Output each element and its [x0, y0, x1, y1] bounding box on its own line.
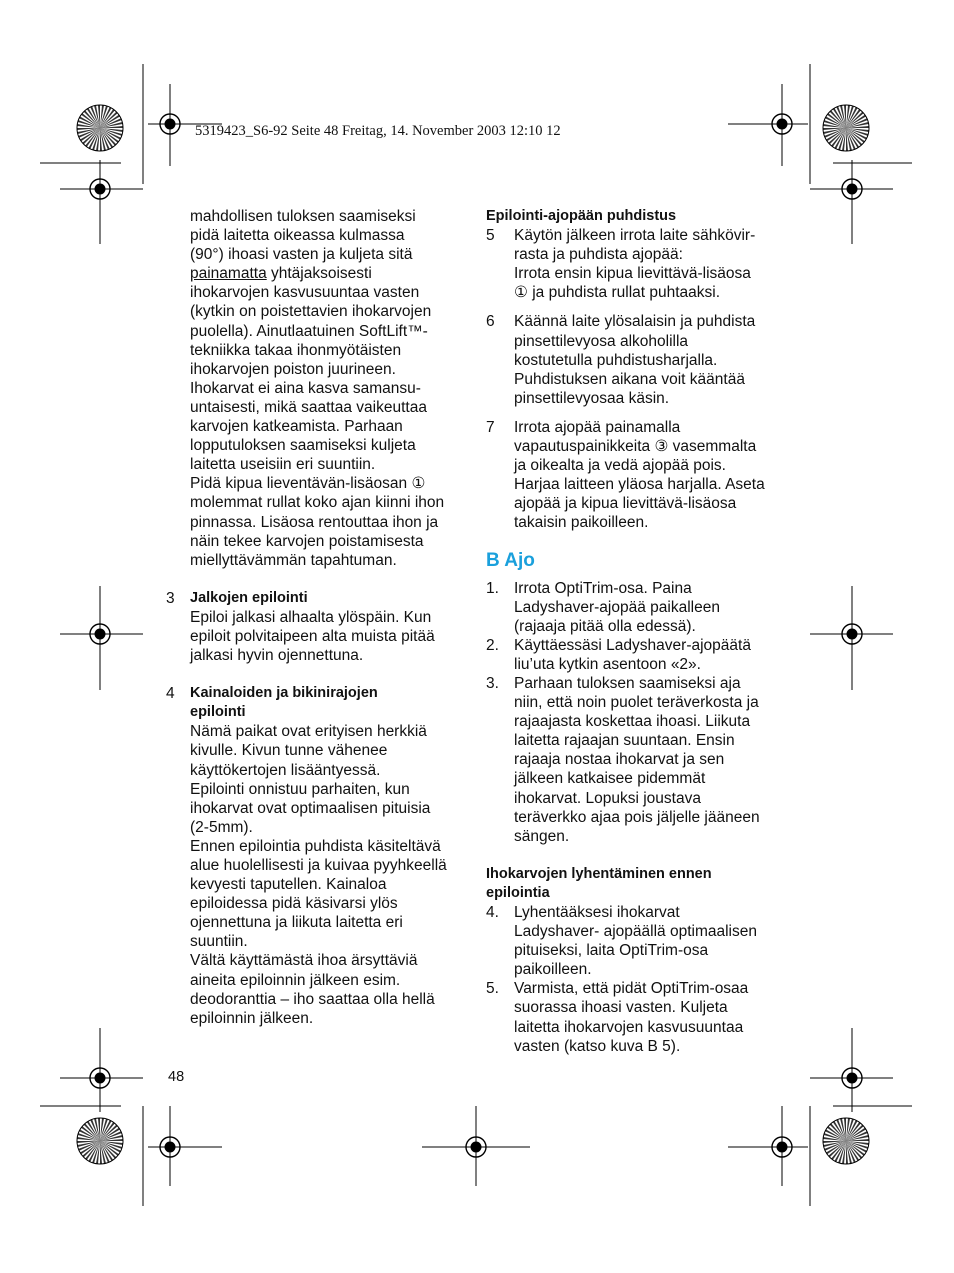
- right-column: [486, 207, 796, 1056]
- text-line: Vältä käyttämästä ihoa ärsyttäviä: [190, 952, 418, 970]
- list-item-number: 5: [486, 227, 495, 245]
- text-line: suorassa ihoasi vasten. Kuljeta: [514, 999, 728, 1017]
- text-line: vasten (katso kuva B 5).: [514, 1037, 681, 1055]
- text-line: aineita epiloinnin jälkeen esim.: [190, 971, 401, 989]
- text-line: (2-5mm).: [190, 818, 253, 836]
- text-line: karvojen katkeamista. Parhaan: [190, 418, 403, 436]
- text-line: pinsettilevyosa alkoholilla: [514, 332, 689, 350]
- text-line: rajaaja nostaa ihokarvat ja sen: [514, 751, 725, 769]
- text-line: Harjaa laitteen yläosa harjalla. Aseta: [514, 476, 765, 494]
- text-line: Lyhentääksesi ihokarvat: [514, 904, 680, 921]
- text-line: mahdollisen tuloksen saamiseksi: [190, 208, 416, 225]
- list-item: [486, 579, 796, 636]
- starburst-mark: [77, 105, 123, 151]
- text-line: Ladyshaver- ajopäällä optimaalisen: [514, 923, 757, 941]
- section-heading: Ihokarvojen lyhentäminen ennen: [486, 865, 712, 882]
- text-line: ① ja puhdista rullat puhtaaksi.: [514, 284, 721, 302]
- starburst-mark: [77, 1118, 123, 1164]
- text-line: Puhdistuksen aikana voit kääntää: [514, 370, 745, 388]
- text-line: ojennettuna ja liikuta laitetta eri: [190, 914, 403, 932]
- list-item: [486, 674, 796, 846]
- text-line: (rajaaja pitää olla edessä).: [514, 617, 696, 635]
- text-line: puolella). Ainutlaatuinen SoftLift™-: [190, 322, 428, 340]
- text-line: sängen.: [514, 827, 570, 845]
- section-number: 4: [166, 685, 175, 703]
- list-item-number: 5.: [486, 980, 499, 998]
- text-line: rasta ja puhdista ajopää:: [514, 246, 683, 264]
- text-line: laitetta rajaajan suuntaan. Ensin: [514, 732, 735, 750]
- text-line: pidä laitetta oikeassa kulmassa: [190, 227, 405, 245]
- print-header: 5319423_S6-92 Seite 48 Freitag, 14. November 2003 12:10 12: [195, 123, 561, 139]
- text-line: niin, että noin puolet teräverkosta ja: [514, 694, 759, 712]
- text-line: Epiloi jalkasi alhaalta ylöspäin. Kun: [190, 608, 432, 626]
- text-line: ihokarvat ovat optimaalisen pituisia: [190, 799, 431, 817]
- starburst-mark: [823, 1118, 869, 1164]
- text-line: alue huolellisesti ja kuivaa pyyhkeellä: [190, 857, 447, 874]
- list-item-number: 2.: [486, 636, 499, 654]
- text-line: epiloinnin jälkeen.: [190, 1009, 314, 1027]
- text-line: molemmat rullat koko ajan kiinni ihon: [190, 494, 445, 512]
- text-line: käyttökertojen lisääntyessä.: [190, 761, 381, 779]
- underlined-word: painamatta: [190, 265, 267, 283]
- text-line: epiloit polvitaipeen alta muista pitää: [190, 627, 435, 645]
- text-line: [190, 264, 480, 283]
- text-line: teräverkko ajaa pois jäljelle jääneen: [514, 808, 760, 826]
- text-line: pinnassa. Lisäosa rentouttaa ihon ja: [190, 513, 439, 531]
- text-fragment: yhtäjaksoisesti: [266, 265, 372, 283]
- text-line: lopputuloksen saamiseksi kuljeta: [190, 437, 416, 455]
- text-line: Käyttäessäsi Ladyshaver-ajopäätä: [514, 636, 751, 654]
- text-line: rajaajasta koskettaa ihoasi. Liikuta: [514, 713, 751, 731]
- text-line: untaisesti, mikä saattaa vaikeuttaa: [190, 398, 427, 416]
- section-b-title: B Ajo: [486, 549, 535, 571]
- text-line: pituiseksi, laita OptiTrim-osa: [514, 942, 709, 960]
- text-line: Ennen epilointia puhdista käsiteltävä: [190, 837, 441, 855]
- text-line: ihokarvojen poiston juurineen.: [190, 360, 396, 378]
- left-column: [166, 207, 480, 1028]
- text-line: vapautuspainikkeita ③ vasemmalta: [514, 438, 757, 456]
- text-line: (kytkin on poistettavien ihokarvojen: [190, 303, 432, 321]
- intro-block: [190, 207, 480, 570]
- list-item: [486, 903, 796, 979]
- text-line: Irrota ensin kipua lievittävä-lisäosa: [514, 265, 751, 283]
- text-line: Pidä kipua lieventävän-lisäosan ①: [190, 475, 426, 493]
- section-4-text: [190, 722, 480, 1028]
- text-line: Parhaan tuloksen saamiseksi aja: [514, 674, 741, 692]
- text-line: deodoranttia – iho saattaa olla hellä: [190, 990, 435, 1008]
- text-line: ihokarvojen kasvusuuntaa vasten: [190, 284, 420, 302]
- section-heading: Jalkojen epilointi: [190, 589, 308, 606]
- text-line: ja oikealta ja vedä ajopää pois.: [514, 457, 726, 475]
- text-line: Käytön jälkeen irrota laite sähkövir-: [514, 227, 756, 245]
- text-line: Varmista, että pidät OptiTrim-osaa: [514, 980, 749, 998]
- text-line: laitetta ihokarvojen kasvusuuntaa: [514, 1018, 744, 1036]
- cleaning-steps: [486, 226, 796, 532]
- list-item: [486, 418, 796, 533]
- text-line: paikoilleen.: [514, 961, 592, 979]
- text-line: liu’uta kytkin asentoon «2».: [514, 655, 701, 673]
- text-line: Käännä laite ylösalaisin ja puhdista: [514, 313, 756, 331]
- list-item-number: 3.: [486, 674, 499, 692]
- section-heading: Epilointi-ajopään puhdistus: [486, 208, 677, 224]
- text-line: ihokarvat. Lopuksi joustava: [514, 789, 701, 807]
- section-heading: epilointi: [190, 704, 246, 721]
- text-line: Ihokarvat ei aina kasva samansu-: [190, 379, 421, 397]
- list-item-number: 6: [486, 313, 495, 331]
- text-line: laitetta useisiin eri suuntiin.: [190, 456, 376, 474]
- list-item: [486, 226, 796, 302]
- text-line: takaisin paikoilleen.: [514, 514, 649, 532]
- text-line: jälkeen katkaisee pidemmät: [514, 770, 706, 788]
- text-line: Nämä paikat ovat erityisen herkkiä: [190, 723, 427, 741]
- list-item-number: 4.: [486, 904, 499, 921]
- text-line: tekniikka takaa ihonmyötäisten: [190, 341, 402, 359]
- text-line: Epilointi onnistuu parhaiten, kun: [190, 780, 410, 798]
- section-number: 3: [166, 589, 175, 607]
- text-line: ajopää ja kipua lievittävä-lisäosa: [514, 495, 737, 513]
- text-line: pinsettilevyosaa käsin.: [514, 389, 670, 407]
- section-heading: epilointia: [486, 884, 550, 901]
- text-line: Irrota OptiTrim-osa. Paina: [514, 579, 692, 597]
- list-item: [486, 636, 796, 674]
- page-number: 48: [168, 1069, 185, 1085]
- text-line: jalkasi hyvin ojennettuna.: [190, 647, 364, 665]
- text-line: näin tekee karvojen poistamisesta: [190, 532, 424, 550]
- shaving-steps: [486, 579, 796, 846]
- text-line: suuntiin.: [190, 933, 248, 951]
- text-line: kivulle. Kivun tunne vähenee: [190, 742, 388, 760]
- text-line: epiloidessa pidä käsivarsi ylös: [190, 895, 398, 913]
- intro-lines-continued: [190, 283, 480, 569]
- list-item: [486, 312, 796, 407]
- text-line: (90°) ihoasi vasten ja kuljeta sitä: [190, 246, 413, 264]
- starburst-mark: [823, 105, 869, 151]
- list-item-number: 1.: [486, 579, 499, 597]
- list-item-number: 7: [486, 418, 495, 436]
- list-item: [486, 979, 796, 1055]
- text-line: Ladyshaver-ajopää paikalleen: [514, 598, 720, 616]
- text-line: kostutetulla puhdistusharjalla.: [514, 351, 718, 369]
- section-heading: Kainaloiden ja bikinirajojen: [190, 685, 378, 702]
- trimming-steps: [486, 903, 796, 1056]
- section-3-text: [190, 608, 480, 665]
- text-line: Irrota ajopää painamalla: [514, 418, 681, 436]
- text-line: miellyttävämmän tapahtuman.: [190, 551, 397, 569]
- text-line: kevyesti taputellen. Kainaloa: [190, 876, 387, 894]
